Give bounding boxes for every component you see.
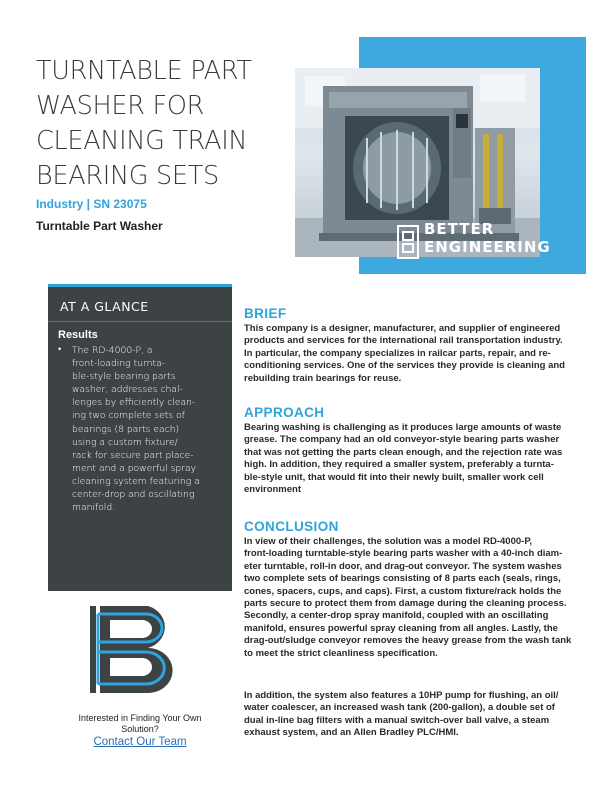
conclusion-line: two complete sets of bearings consisting of 8 parts each (seals, rings, <box>244 573 561 585</box>
bullet-icon: • <box>58 344 62 355</box>
results-line: washer, addresses chal- <box>72 384 183 396</box>
brief-line: This company is a designer, manufacturer, and supplier of engineered <box>244 323 561 334</box>
title-line: BEARING SETS <box>36 161 219 191</box>
results-line: lenges by efficiently clean- <box>72 397 196 409</box>
cta-line: Interested in Finding Your Own <box>78 713 202 723</box>
conclusion-line: to meet the strict cleanliness specification. <box>244 647 438 659</box>
approach-line: Bearing washing is challenging as it produces large amounts of waste <box>244 422 562 433</box>
results-line: using a custom fixture/ <box>72 436 178 448</box>
cta-line: Solution? <box>121 724 159 734</box>
conclusion-line: eter turntable, roll-in door, and drag-out conveyor. The system washes <box>244 560 562 572</box>
brief-line: conditioning services. One of the services they provide is cleaning and <box>244 360 565 372</box>
conclusion-body <box>244 536 580 660</box>
approach-line: high. In addition, they required a smaller system, preferably a turnta- <box>244 459 554 471</box>
results-line: ment and a powerful spray <box>72 462 197 474</box>
brand-wordmark <box>424 220 551 256</box>
results-line: rack for secure part place- <box>72 449 194 461</box>
conclusion-line: parts secure to protect them from damage during the cleaning process. <box>244 598 567 610</box>
sidebar-subheading: Results <box>58 329 98 341</box>
results-line: ing two complete sets of <box>72 410 185 422</box>
conclusion-line: Secondly, a center-drop spray manifold, coupled with an oscillating <box>244 610 549 622</box>
results-line: ble-style bearing parts <box>72 371 176 383</box>
conclusion-extra-body <box>244 690 580 740</box>
approach-line: ble-style unit, that would fit into their newly built, smaller work cell <box>244 471 544 483</box>
conclusion-extra-line: dual in-line bag filters with a manual switch-over ball valve, a steam <box>244 714 550 726</box>
approach-line: environment <box>244 484 302 496</box>
title-line: CLEANING TRAIN <box>36 126 248 156</box>
brief-line: rebuilding train bearings for reuse. <box>244 372 402 384</box>
brief-line: In particular, the company specializes in railcar parts, repair, and re- <box>244 347 551 359</box>
brand-line: ENGINEERING <box>424 238 551 256</box>
at-a-glance-panel <box>48 284 232 591</box>
company-logo-icon <box>86 602 190 697</box>
results-line: The RD-4000-P, a <box>72 345 153 356</box>
contact-team-link[interactable]: Contact Our Team <box>93 736 187 748</box>
results-line: front-loading turnta- <box>72 358 166 370</box>
results-text <box>72 344 226 514</box>
product-subtitle: Turntable Part Washer <box>36 219 163 233</box>
industry-label: Industry | SN 23075 <box>36 197 147 211</box>
sidebar-divider <box>48 321 232 322</box>
conclusion-line: drag-out/sludge conveyor removes the heavy grease from the wash tank <box>244 635 572 647</box>
conclusion-line: front-loading turntable-style bearing parts washer with a 40-inch diam- <box>244 548 563 560</box>
approach-heading: APPROACH <box>244 405 325 420</box>
brief-line: products and services for the international rail transportation industry. <box>244 335 563 347</box>
brief-heading: BRIEF <box>244 306 287 321</box>
page-title <box>36 54 276 194</box>
approach-line: grease. The company had an old conveyor-style bearing parts washer <box>244 434 560 446</box>
results-line: manifold. <box>72 502 116 514</box>
conclusion-extra-line: exhaust system, and an Allen Bradley PLC/HMI. <box>244 727 459 739</box>
brand-b-icon <box>397 225 419 259</box>
brand-line: BETTER <box>424 220 495 238</box>
approach-body <box>244 422 580 496</box>
sidebar-heading: AT A GLANCE <box>60 299 149 314</box>
title-line: TURNTABLE PART <box>36 56 252 86</box>
cta-question <box>48 713 232 735</box>
brief-body <box>244 323 580 385</box>
results-line: center-drop and oscillating <box>72 489 195 501</box>
conclusion-line: cones, spacers, cups, and caps). First, a custom fixture/rack holds the <box>244 585 562 597</box>
conclusion-heading: CONCLUSION <box>244 519 339 534</box>
results-line: bearings (8 parts each) <box>72 423 180 435</box>
conclusion-extra-line: water coalescer, an increased wash tank (200-gallon), a double set of <box>244 702 555 714</box>
conclusion-line: In view of their challenges, the solution was a model RD-4000-P, <box>244 536 533 547</box>
title-line: WASHER FOR <box>36 91 205 121</box>
approach-line: that was not getting the parts clean enough, and the rejection rate was <box>244 446 563 458</box>
conclusion-extra-line: In addition, the system also features a 10HP pump for flushing, an oil/ <box>244 690 559 701</box>
conclusion-line: manifold, ensures powerful spray cleaning from all angles. Lastly, the <box>244 622 558 634</box>
results-line: cleaning system featuring a <box>72 475 200 487</box>
